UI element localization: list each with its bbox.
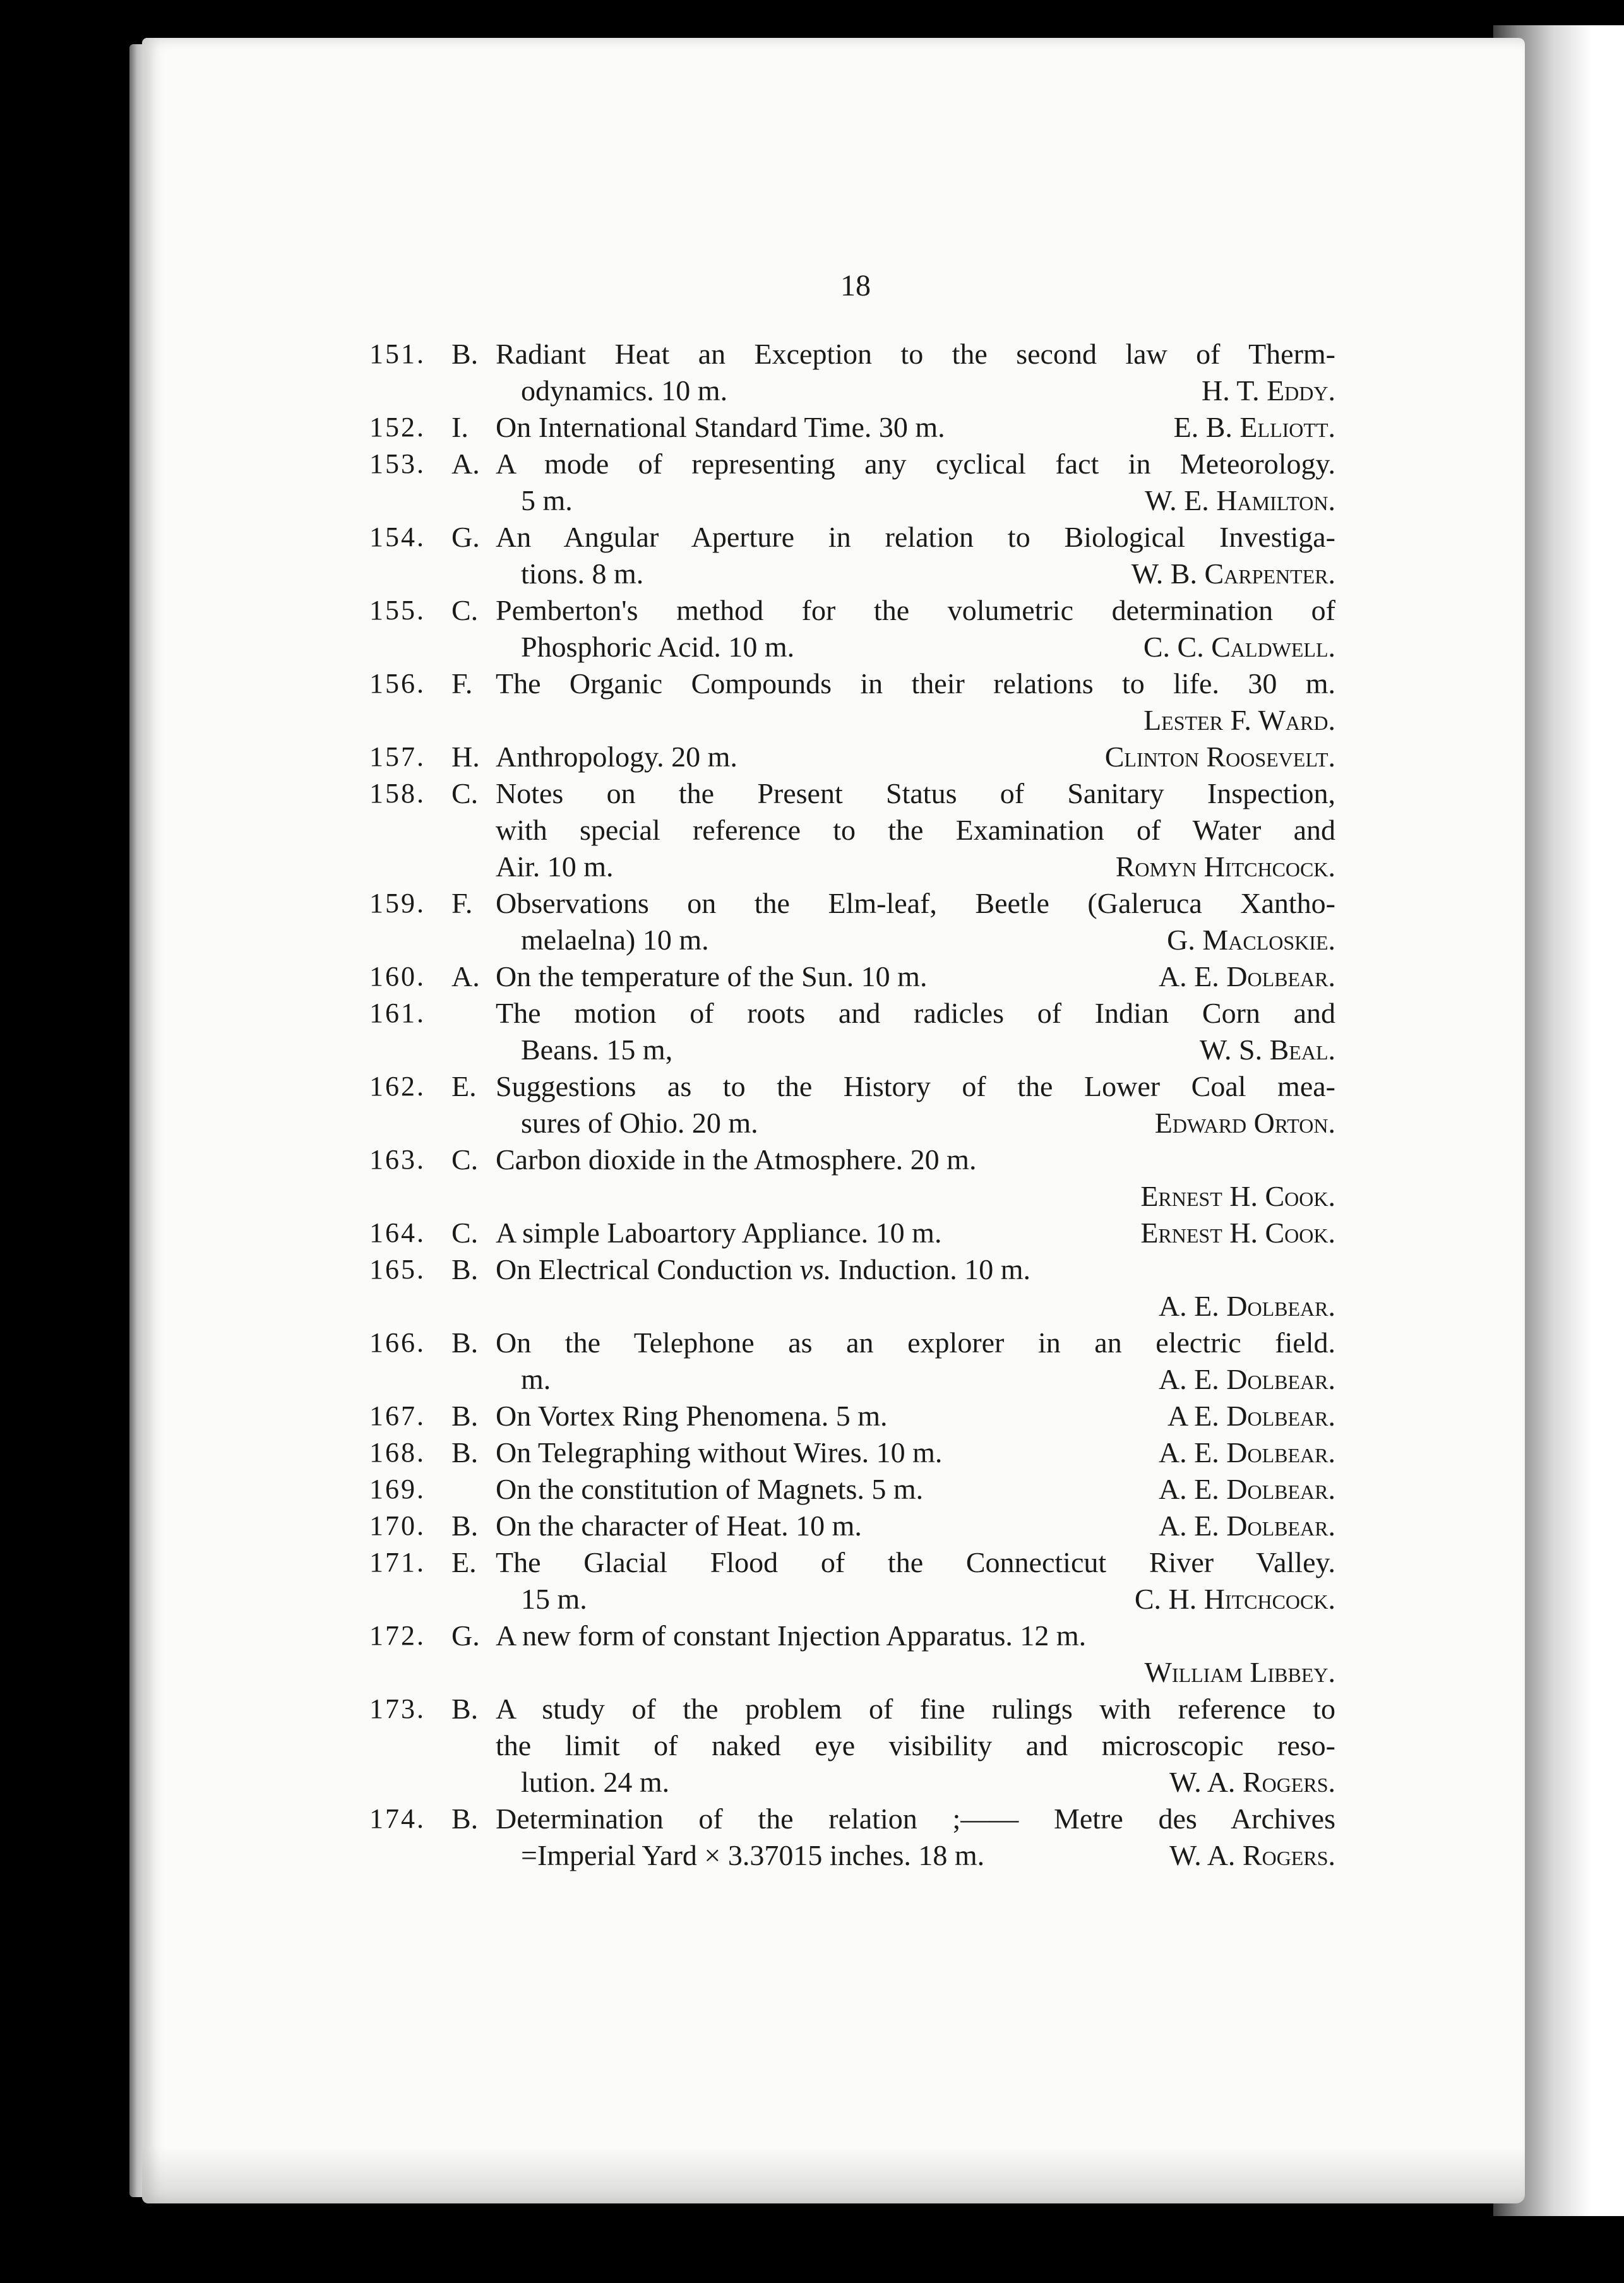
section-letter: B.: [451, 1253, 479, 1285]
entry-list: [369, 336, 1335, 1874]
author-name: H. T. Eddy.: [1202, 374, 1335, 407]
entry-title: The Glacial Flood of the Connecticut River Valley.: [496, 1546, 1335, 1578]
entry-title: On International Standard Time. 30 m.: [496, 411, 945, 443]
entry-number: 155.: [369, 595, 426, 626]
author-name: G. Macloskie.: [1167, 924, 1335, 956]
author-name: W. S. Beal.: [1199, 1034, 1335, 1066]
entry-title: A study of the problem of fine rulings with reference to: [496, 1693, 1335, 1725]
entry-line: [369, 409, 1335, 446]
entry-line: [369, 446, 1335, 482]
entry-title: A new form of constant Injection Apparatus. 12 m.: [496, 1619, 1087, 1652]
entry-number: 162.: [369, 1071, 426, 1102]
author-name: William Libbey.: [1144, 1656, 1335, 1688]
entry: [369, 1142, 1335, 1215]
section-letter: B.: [451, 1693, 479, 1725]
entry-continuation: lution. 24 m.: [521, 1766, 670, 1798]
author-name: Lester F. Ward.: [1143, 704, 1335, 736]
entry: [369, 775, 1335, 885]
author-name: W. A. Rogers.: [1169, 1839, 1335, 1871]
entry-title: On Electrical Conduction vs. Induction. 10 m.: [496, 1253, 1030, 1285]
entry-number: 164.: [369, 1217, 426, 1248]
entry-title: Notes on the Present Status of Sanitary Inspection,: [496, 777, 1335, 809]
section-letter: F.: [451, 887, 473, 919]
entry-line: [369, 1398, 1335, 1434]
entry-number: 151.: [369, 338, 426, 369]
author-name: E. B. Elliott.: [1173, 411, 1335, 443]
section-letter: A.: [451, 960, 480, 992]
section-letter: C.: [451, 777, 479, 809]
author-name: A. E. Dolbear.: [1158, 1510, 1335, 1542]
entry: [369, 1215, 1335, 1251]
entry-number: 159.: [369, 888, 426, 919]
entry-line: [369, 519, 1335, 556]
entry-line: [369, 958, 1335, 995]
entry-title: On the temperature of the Sun. 10 m.: [496, 960, 928, 992]
author-name: A. E. Dolbear.: [1158, 960, 1335, 992]
page-bottom-shadow: [142, 2147, 1525, 2203]
author-name: A. E. Dolbear.: [1158, 1363, 1335, 1395]
entry: [369, 1325, 1335, 1398]
entry-title: On Telegraphing without Wires. 10 m.: [496, 1436, 943, 1469]
entry-line: [369, 922, 1335, 958]
entry-number: 171.: [369, 1547, 426, 1578]
entry-number: 173.: [369, 1693, 426, 1724]
entry-line: [369, 1471, 1335, 1508]
entry-line: [369, 1068, 1335, 1105]
author-name: W. A. Rogers.: [1169, 1766, 1335, 1798]
entry-continuation: tions. 8 m.: [521, 557, 644, 590]
author-name: Ernest H. Cook.: [1140, 1217, 1335, 1249]
entry-continuation: =Imperial Yard × 3.37015 inches. 18 m.: [521, 1839, 985, 1871]
entry: [369, 1398, 1335, 1434]
entry: [369, 1471, 1335, 1508]
entry-title: Anthropology. 20 m.: [496, 741, 737, 773]
entry-number: 174.: [369, 1803, 426, 1834]
entry-line: [369, 885, 1335, 922]
entry-title: The motion of roots and radicles of Indian Corn and: [496, 997, 1335, 1029]
entry-title: On Vortex Ring Phenomena. 5 m.: [496, 1400, 888, 1432]
entry-title: On the Telephone as an explorer in an electric field.: [496, 1326, 1335, 1359]
entry-line: [369, 1801, 1335, 1837]
author-name: Ernest H. Cook.: [1140, 1180, 1335, 1212]
entry-number: 166.: [369, 1327, 426, 1358]
entry-line: [369, 373, 1335, 409]
entry-line: [369, 1325, 1335, 1361]
entry-line: [369, 1434, 1335, 1471]
entry-line: [369, 1251, 1335, 1288]
section-letter: C.: [451, 1217, 479, 1249]
entry-title: An Angular Aperture in relation to Biological Investiga-: [496, 521, 1335, 553]
entry: [369, 958, 1335, 995]
entry-number: 152.: [369, 412, 426, 443]
entry-line: [369, 1837, 1335, 1874]
entry: [369, 1544, 1335, 1618]
author-name: W. B. Carpenter.: [1131, 557, 1335, 590]
entry-number: 154.: [369, 522, 426, 552]
author-name: A. E. Dolbear.: [1158, 1473, 1335, 1505]
section-letter: C.: [451, 594, 479, 626]
entry-line: [369, 702, 1335, 739]
entry: [369, 1068, 1335, 1142]
author-name: C. C. Caldwell.: [1143, 631, 1335, 663]
entry-line: [369, 1544, 1335, 1581]
entry-line: [369, 556, 1335, 592]
section-letter: A.: [451, 448, 480, 480]
entry-title: A mode of representing any cyclical fact in Meteorology.: [496, 448, 1335, 480]
entry-line: [369, 1691, 1335, 1727]
author-name: W. E. Hamilton.: [1144, 484, 1335, 516]
entry-line: [369, 1032, 1335, 1068]
entry: [369, 995, 1335, 1068]
entry: [369, 885, 1335, 958]
section-letter: C.: [451, 1143, 479, 1176]
author-name: A. E. Dolbear.: [1158, 1436, 1335, 1469]
entry-line: [369, 665, 1335, 702]
entry-number: 160.: [369, 961, 426, 992]
entry: [369, 409, 1335, 446]
entry-title: with special reference to the Examination of Water and: [496, 814, 1335, 846]
section-letter: B.: [451, 1326, 479, 1359]
entry-number: 170.: [369, 1510, 426, 1541]
entry-number: 172.: [369, 1620, 426, 1651]
entry-continuation: 15 m.: [521, 1583, 587, 1615]
entry-line: [369, 592, 1335, 629]
entry-line: [369, 1508, 1335, 1544]
entry-line: [369, 482, 1335, 519]
author-name: A. E. Dolbear.: [1158, 1290, 1335, 1322]
section-letter: H.: [451, 741, 480, 773]
entry-number: 168.: [369, 1437, 426, 1468]
author-name: A E. Dolbear.: [1167, 1400, 1335, 1432]
entry: [369, 739, 1335, 775]
entry-title: Determination of the relation ;—— Metre des Archives: [496, 1803, 1335, 1835]
entry-number: 158.: [369, 778, 426, 809]
entry: [369, 1618, 1335, 1691]
entry-line: [369, 1142, 1335, 1178]
section-letter: B.: [451, 1510, 479, 1542]
entry-continuation: 5 m.: [521, 484, 573, 516]
entry-line: [369, 629, 1335, 665]
author-name: Romyn Hitchcock.: [1115, 850, 1335, 883]
entry: [369, 446, 1335, 519]
entry-line: [369, 1654, 1335, 1691]
entry-line: [369, 1618, 1335, 1654]
section-letter: G.: [451, 521, 480, 553]
entry-line: [369, 1215, 1335, 1251]
entry-number: 161.: [369, 998, 426, 1028]
entry-title: The Organic Compounds in their relations to life. 30 m.: [496, 667, 1335, 700]
entry: [369, 1801, 1335, 1874]
section-letter: I.: [451, 411, 469, 443]
entry-line: [369, 1288, 1335, 1325]
entry-line: [369, 1105, 1335, 1142]
entry-title: Carbon dioxide in the Atmosphere. 20 m.: [496, 1143, 977, 1176]
entry-title: On the character of Heat. 10 m.: [496, 1510, 862, 1542]
entry-line: [369, 1178, 1335, 1215]
author-name: Clinton Roosevelt.: [1104, 741, 1335, 773]
entry-continuation: melaelna) 10 m.: [521, 924, 709, 956]
entry-line: [369, 1764, 1335, 1801]
entry: [369, 592, 1335, 665]
entry-number: 167.: [369, 1400, 426, 1431]
entry-continuation: sures of Ohio. 20 m.: [521, 1107, 758, 1139]
section-letter: E.: [451, 1546, 477, 1578]
entry-line: [369, 336, 1335, 373]
entry-line: [369, 739, 1335, 775]
entry-number: 163.: [369, 1144, 426, 1175]
entry-continuation: Air. 10 m.: [496, 850, 614, 883]
entry: [369, 336, 1335, 409]
entry: [369, 519, 1335, 592]
section-letter: B.: [451, 338, 479, 370]
author-name: C. H. Hitchcock.: [1134, 1583, 1335, 1615]
section-letter: E.: [451, 1070, 477, 1102]
entry-title: Suggestions as to the History of the Lower Coal mea-: [496, 1070, 1335, 1102]
entry-line: [369, 1361, 1335, 1398]
author-name: Edward Orton.: [1154, 1107, 1335, 1139]
entry-number: 157.: [369, 741, 426, 772]
section-letter: G.: [451, 1619, 480, 1652]
entry-line: [369, 1581, 1335, 1618]
entry: [369, 1434, 1335, 1471]
entry-continuation: odynamics. 10 m.: [521, 374, 728, 407]
entry-title: Pemberton's method for the volumetric determination of: [496, 594, 1335, 626]
page-number: 18: [840, 269, 871, 302]
entry: [369, 1508, 1335, 1544]
entry-line: [369, 849, 1335, 885]
section-letter: F.: [451, 667, 473, 700]
entry-continuation: Beans. 15 m,: [521, 1034, 673, 1066]
entry-number: 153.: [369, 448, 426, 479]
entry: [369, 1691, 1335, 1801]
entry-title: Radiant Heat an Exception to the second law of Therm-: [496, 338, 1335, 370]
entry-number: 169.: [369, 1474, 426, 1505]
section-letter: B.: [451, 1436, 479, 1469]
entry: [369, 665, 1335, 739]
entry-continuation: m.: [521, 1363, 551, 1395]
entry-title: On the constitution of Magnets. 5 m.: [496, 1473, 924, 1505]
section-letter: B.: [451, 1400, 479, 1432]
entry-line: [369, 1727, 1335, 1764]
section-letter: B.: [451, 1803, 479, 1835]
entry-line: [369, 995, 1335, 1032]
entry-continuation: Phosphoric Acid. 10 m.: [521, 631, 795, 663]
entry-number: 156.: [369, 668, 426, 699]
entry-line: [369, 812, 1335, 849]
entry: [369, 1251, 1335, 1325]
entry-title: the limit of naked eye visibility and microscopic reso-: [496, 1729, 1335, 1761]
entry-title: Observations on the Elm-leaf, Beetle (Galeruca Xantho-: [496, 887, 1335, 919]
entry-number: 165.: [369, 1254, 426, 1285]
entry-line: [369, 775, 1335, 812]
entry-title: A simple Laboartory Appliance. 10 m.: [496, 1217, 942, 1249]
